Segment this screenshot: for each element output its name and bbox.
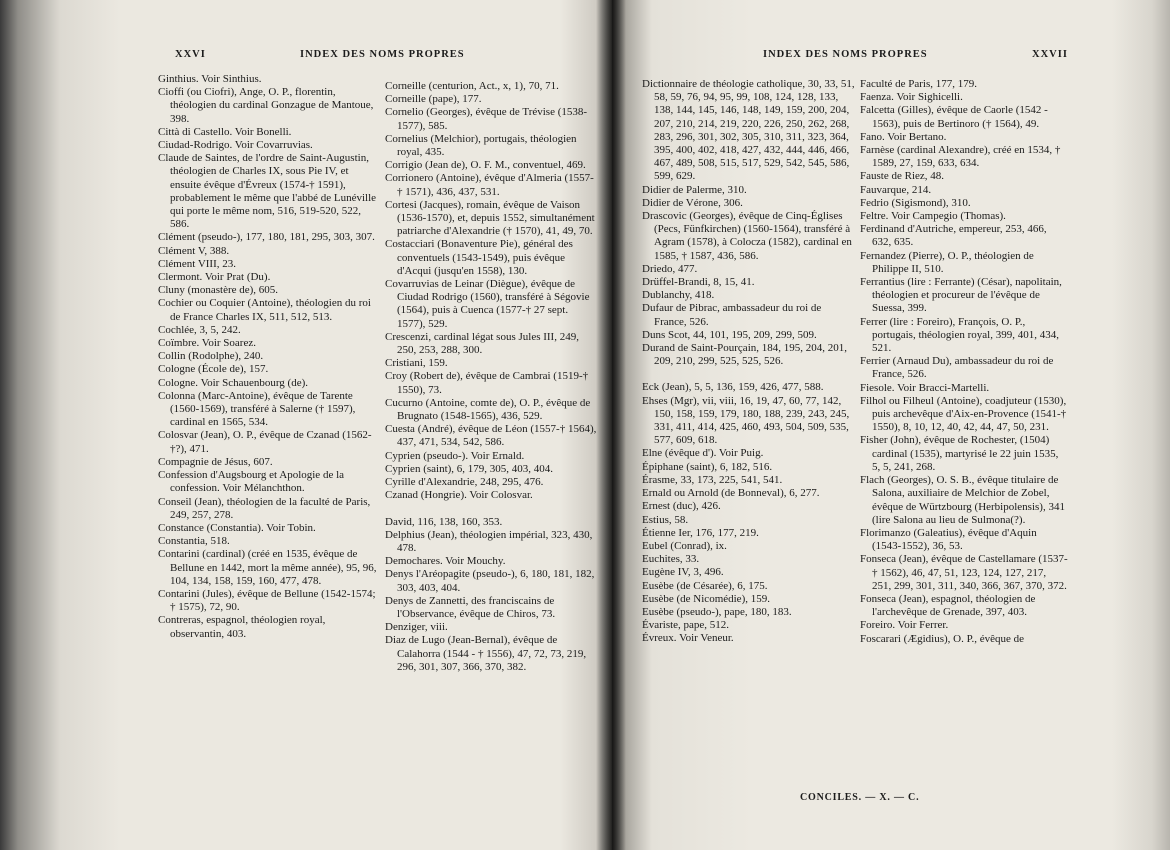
index-entry: Ernest (duc), 426.: [642, 500, 721, 513]
index-entry: Contarini (Jules), évêque de Bellune (1542-1574; † 1575), 72, 90.: [158, 587, 376, 614]
index-entry: Eugène IV, 3, 496.: [642, 566, 724, 579]
index-entry: Évreux. Voir Veneur.: [642, 632, 734, 645]
index-entry: Cornelio (Georges), évêque de Trévise (1538-1577), 585.: [385, 106, 588, 132]
left-column-2: [385, 80, 599, 674]
index-entry: Croy (Robert de), évêque de Cambrai (1519-† 1550), 73.: [385, 370, 589, 396]
index-entry: Feltre. Voir Campegio (Thomas).: [860, 210, 1006, 223]
index-entry: Ferrantius (lire : Ferrante) (César), napolitain, théologien et procureur de l'évêque de Suessa, 399.: [860, 276, 1062, 315]
index-entry: Cucurno (Antoine, comte de), O. P., évêque de Brugnato (1548-1565), 436, 529.: [385, 396, 591, 423]
index-entry: Cochier ou Coquier (Antoine), théologien du roi de France Charles IX, 511, 512, 513.: [158, 297, 371, 323]
index-entry: Fiesole. Voir Bracci-Martelli.: [860, 381, 990, 394]
index-entry: Clément V, 388.: [158, 244, 230, 257]
running-title-left: INDEX DES NOMS PROPRES: [300, 49, 465, 60]
index-entry: Cologne (École de), 157.: [158, 363, 269, 376]
index-entry: Eck (Jean), 5, 5, 136, 159, 426, 477, 588.: [642, 381, 824, 394]
index-entry: Filhol ou Filheul (Antoine), coadjuteur (1530), puis archevêque d'Aix-en-Provence (1541-† 1550), 8, 10, 12, 40, 42, 44, 47, 50, 231.: [860, 394, 1067, 434]
index-entry: Fedrio (Sigismond), 310.: [860, 196, 971, 209]
index-entry: Cyprien (pseudo-). Voir Ernald.: [385, 449, 525, 462]
index-entry: Foscarari (Ægidius), O. P., évêque de: [860, 632, 1025, 645]
index-entry: Ginthius. Voir Sinthius.: [158, 73, 262, 85]
index-entry: Eusèbe (de Nicomédie), 159.: [642, 592, 770, 605]
index-entry: Farnèse (cardinal Alexandre), créé en 1534, † 1589, 27, 159, 633, 634.: [860, 144, 1061, 170]
index-entry: Ernald ou Arnold (de Bonneval), 6, 277.: [642, 487, 820, 500]
index-entry: Cyrille d'Alexandrie, 248, 295, 476.: [385, 476, 544, 489]
index-entry: Contarini (cardinal) (créé en 1535, évêque de Bellune en 1442, mort la même année), 95, 96, 104, 134, 158, 159, 160, 477, 478.: [158, 548, 377, 587]
index-entry: Cristiani, 159.: [385, 357, 448, 370]
index-entry: Fonseca (Jean), espagnol, théologien de l'archevêque de Grenade, 397, 403.: [860, 592, 1036, 619]
right-column-2: [860, 78, 1068, 646]
right-page: [612, 0, 1170, 850]
index-entry: Collin (Rodolphe), 240.: [158, 350, 264, 363]
index-entry: Cuesta (André), évêque de Léon (1557-† 1564), 437, 471, 534, 542, 586.: [385, 423, 597, 449]
index-entry: Étienne Ier, 176, 177, 219.: [642, 526, 759, 539]
index-entry: Ferrier (Arnaud Du), ambassadeur du roi de France, 526.: [860, 355, 1054, 381]
left-column-1: [158, 73, 381, 641]
index-entry: Foreiro. Voir Ferrer.: [860, 619, 949, 632]
index-entry: Driedo, 477.: [642, 262, 698, 275]
index-entry: Flach (Georges), O. S. B., évêque titulaire de Salona, auxiliaire de Melchior de Zobel, évêque de Würtzbourg (Herbipolensis), 341 (lire Salona au lieu de Sulmona(?).: [860, 474, 1065, 526]
index-entry: Ferdinand d'Autriche, empereur, 253, 466, 632, 635.: [860, 223, 1047, 249]
index-entry: Crescenzi, cardinal légat sous Jules III, 249, 250, 253, 288, 300.: [385, 330, 579, 357]
index-entry: Compagnie de Jésus, 607.: [158, 455, 273, 468]
index-entry: Dublanchy, 418.: [642, 289, 715, 302]
index-entry: Cornelius (Melchior), portugais, théologien royal, 435.: [385, 132, 577, 159]
right-column-1: [642, 78, 856, 646]
index-entry: Colonna (Marc-Antoine), évêque de Tarente (1560-1569), transféré à Salerne († 1597), cardinal en 1565, 534.: [158, 389, 356, 429]
index-entry: Conseil (Jean), théologien de la faculté de Paris, 249, 257, 278.: [158, 495, 371, 521]
index-entry: Corrigio (Jean de), O. F. M., conventuel, 469.: [385, 159, 586, 172]
index-entry: Cologne. Voir Schauenbourg (de).: [158, 376, 309, 389]
index-entry: Denys de Zannetti, des franciscains de l'Observance, évêque de Chiros, 73.: [385, 594, 556, 620]
index-entry: Eusèbe (pseudo-), pape, 180, 183.: [642, 605, 792, 618]
page-number-right: XXVII: [1032, 49, 1068, 60]
index-entry: Drascovic (Georges), évêque de Cinq-Églises (Pecs, Fünfkirchen) (1560-1564), transféré à Agram (1578), à Colocza (1582), cardinal en 1585, † 1587, 436, 586.: [642, 210, 852, 262]
index-entry: Denziger, viii.: [385, 621, 448, 634]
index-entry: Falcetta (Gilles), évêque de Caorle (1542 - 1563), puis de Bertinoro († 1564), 49.: [860, 104, 1048, 130]
index-entry: Czanad (Hongrie). Voir Colosvar.: [385, 489, 533, 502]
index-entry: Constantia, 518.: [158, 535, 230, 548]
index-entry: Fauvarque, 214.: [860, 183, 932, 196]
index-entry: Dictionnaire de théologie catholique, 30, 33, 51, 58, 59, 76, 94, 95, 99, 108, 124, 128, 133, 138, 144, 145, 146, 148, 149, 159, 200, 204, 207, 210, 214, 219, 220, 226, 250, 262, 268, 283, 296, 301, 302, 305, 310, 311, 323, 364, 395, 400, 402, 418, 427, 432, 444, 446, 466, 467, 489, 508, 515, 517, 529, 542, 545, 586, 599, 629.: [642, 78, 855, 183]
index-entry: Clément VIII, 23.: [158, 257, 237, 270]
footer-signature: CONCILES. — X. — C.: [800, 792, 920, 803]
index-entry: Épiphane (saint), 6, 182, 516.: [642, 460, 773, 473]
index-entry: Didier de Palerme, 310.: [642, 183, 747, 196]
index-entry: Fano. Voir Bertano.: [860, 130, 947, 143]
index-entry: Eusèbe (de Césarée), 6, 175.: [642, 579, 768, 592]
index-entry: Estius, 58.: [642, 513, 689, 526]
index-entry: Denys l'Aréopagite (pseudo-), 6, 180, 181, 182, 303, 403, 404.: [385, 568, 595, 594]
running-title-right: INDEX DES NOMS PROPRES: [763, 49, 928, 60]
index-entry: Évariste, pape, 512.: [642, 619, 730, 632]
index-entry: David, 116, 138, 160, 353.: [385, 515, 503, 528]
index-entry: Ehses (Mgr), vii, viii, 16, 19, 47, 60, 77, 142, 150, 158, 159, 179, 180, 188, 239, 243, 245, 331, 411, 414, 425, 460, 493, 504, 509, 535, 577, 609, 618.: [642, 394, 850, 447]
index-entry: Fernandez (Pierre), O. P., théologien de Philippe II, 510.: [860, 249, 1034, 275]
index-entry: Florimanzo (Galeatius), évêque d'Aquin (1543-1552), 36, 53.: [860, 526, 1037, 553]
index-entry: Corneille (pape), 177.: [385, 93, 482, 106]
page-number-left: XXVI: [175, 49, 206, 60]
index-entry: Elne (évêque d'). Voir Puig.: [642, 447, 764, 460]
index-entry: Coïmbre. Voir Soarez.: [158, 337, 256, 350]
index-entry: Delphius (Jean), théologien impérial, 323, 430, 478.: [385, 528, 593, 554]
index-entry: Clermont. Voir Prat (Du).: [158, 271, 271, 284]
index-entry: Covarruvias de Leinar (Diègue), évêque de Ciudad Rodrigo (1560), transféré à Ségovie (1564), puis à Cuenca (1577-† 27 sept. 1577), 529.: [385, 278, 590, 330]
index-entry: Costacciari (Bonaventure Pie), général des conventuels (1543-1549), puis évêque d'Acqui (jusqu'en 1558), 130.: [385, 238, 573, 277]
index-entry: Constance (Constantia). Voir Tobin.: [158, 521, 316, 534]
index-entry: Clément (pseudo-), 177, 180, 181, 295, 303, 307.: [158, 231, 375, 244]
index-entry: Durand de Saint-Pourçain, 184, 195, 204, 201, 209, 210, 299, 525, 525, 526.: [642, 342, 847, 368]
index-entry: Cioffi (ou Ciofri), Ange, O. P., florentin, théologien du cardinal Gonzague de Mantoue, 398.: [158, 86, 374, 125]
index-entry: Ciudad-Rodrigo. Voir Covarruvias.: [158, 139, 313, 152]
index-entry: Cyprien (saint), 6, 179, 305, 403, 404.: [385, 462, 554, 475]
index-entry: Faculté de Paris, 177, 179.: [860, 78, 978, 90]
index-entry: Confession d'Augsbourg et Apologie de la confession. Voir Mélanchthon.: [158, 469, 345, 495]
index-entry: Colosvar (Jean), O. P., évêque de Czanad (1562-†?), 471.: [158, 429, 372, 455]
index-entry: Fonseca (Jean), évêque de Castellamare (1537-† 1562), 46, 47, 51, 123, 124, 127, 217, 251, 299, 301, 311, 340, 366, 367, 370, 372.: [860, 553, 1068, 592]
index-entry: Cluny (monastère de), 605.: [158, 284, 279, 297]
index-entry: Città di Castello. Voir Bonelli.: [158, 125, 292, 138]
index-entry: Fisher (John), évêque de Rochester, (1504) cardinal (1535), martyrisé le 22 juin 1535, 5, 5, 241, 268.: [860, 434, 1059, 473]
index-entry: Contreras, espagnol, théologien royal, observantin, 403.: [158, 614, 326, 640]
index-entry: Demochares. Voir Mouchy.: [385, 555, 506, 568]
index-entry: Ferrer (lire : Foreiro), François, O. P., portugais, théologien royal, 399, 401, 434, 521.: [860, 315, 1059, 355]
index-entry: Faenza. Voir Sighicelli.: [860, 91, 963, 104]
index-entry: Fauste de Riez, 48.: [860, 170, 945, 183]
book-gutter: [596, 0, 626, 850]
index-entry: Diaz de Lugo (Jean-Bernal), évêque de Calahorra (1544 - † 1556), 47, 72, 73, 219, 296, 301, 307, 366, 370, 382.: [385, 634, 587, 673]
index-entry: Corneille (centurion, Act., x, 1), 70, 71.: [385, 80, 559, 92]
index-entry: Dufaur de Pibrac, ambassadeur du roi de France, 526.: [642, 302, 822, 328]
index-entry: Didier de Vérone, 306.: [642, 196, 743, 209]
index-entry: Drüffel-Brandi, 8, 15, 41.: [642, 276, 755, 289]
index-entry: Cochlée, 3, 5, 242.: [158, 323, 241, 336]
index-entry: Duns Scot, 44, 101, 195, 209, 299, 509.: [642, 328, 817, 341]
index-entry: Eubel (Conrad), ix.: [642, 539, 727, 552]
index-entry: Claude de Saintes, de l'ordre de Saint-Augustin, théologien de Charles IX, sous Pie IV, et ensuite évêque d'Évreux (1574-† 1591), probablement le même que l'abbé de Lunéville qui porte le même nom, 516, 519-520, 522, 586.: [158, 152, 377, 231]
index-entry: Érasme, 33, 173, 225, 541, 541.: [642, 473, 783, 486]
index-entry: Corrionero (Antoine), évêque d'Almeria (1557-† 1571), 436, 437, 531.: [385, 172, 594, 198]
index-entry: Cortesi (Jacques), romain, évêque de Vaison (1536-1570), et, depuis 1552, simultanément patriarche d'Alexandrie († 1570), 41, 49, 70.: [385, 198, 595, 238]
index-entry: Euchites, 33.: [642, 553, 700, 566]
